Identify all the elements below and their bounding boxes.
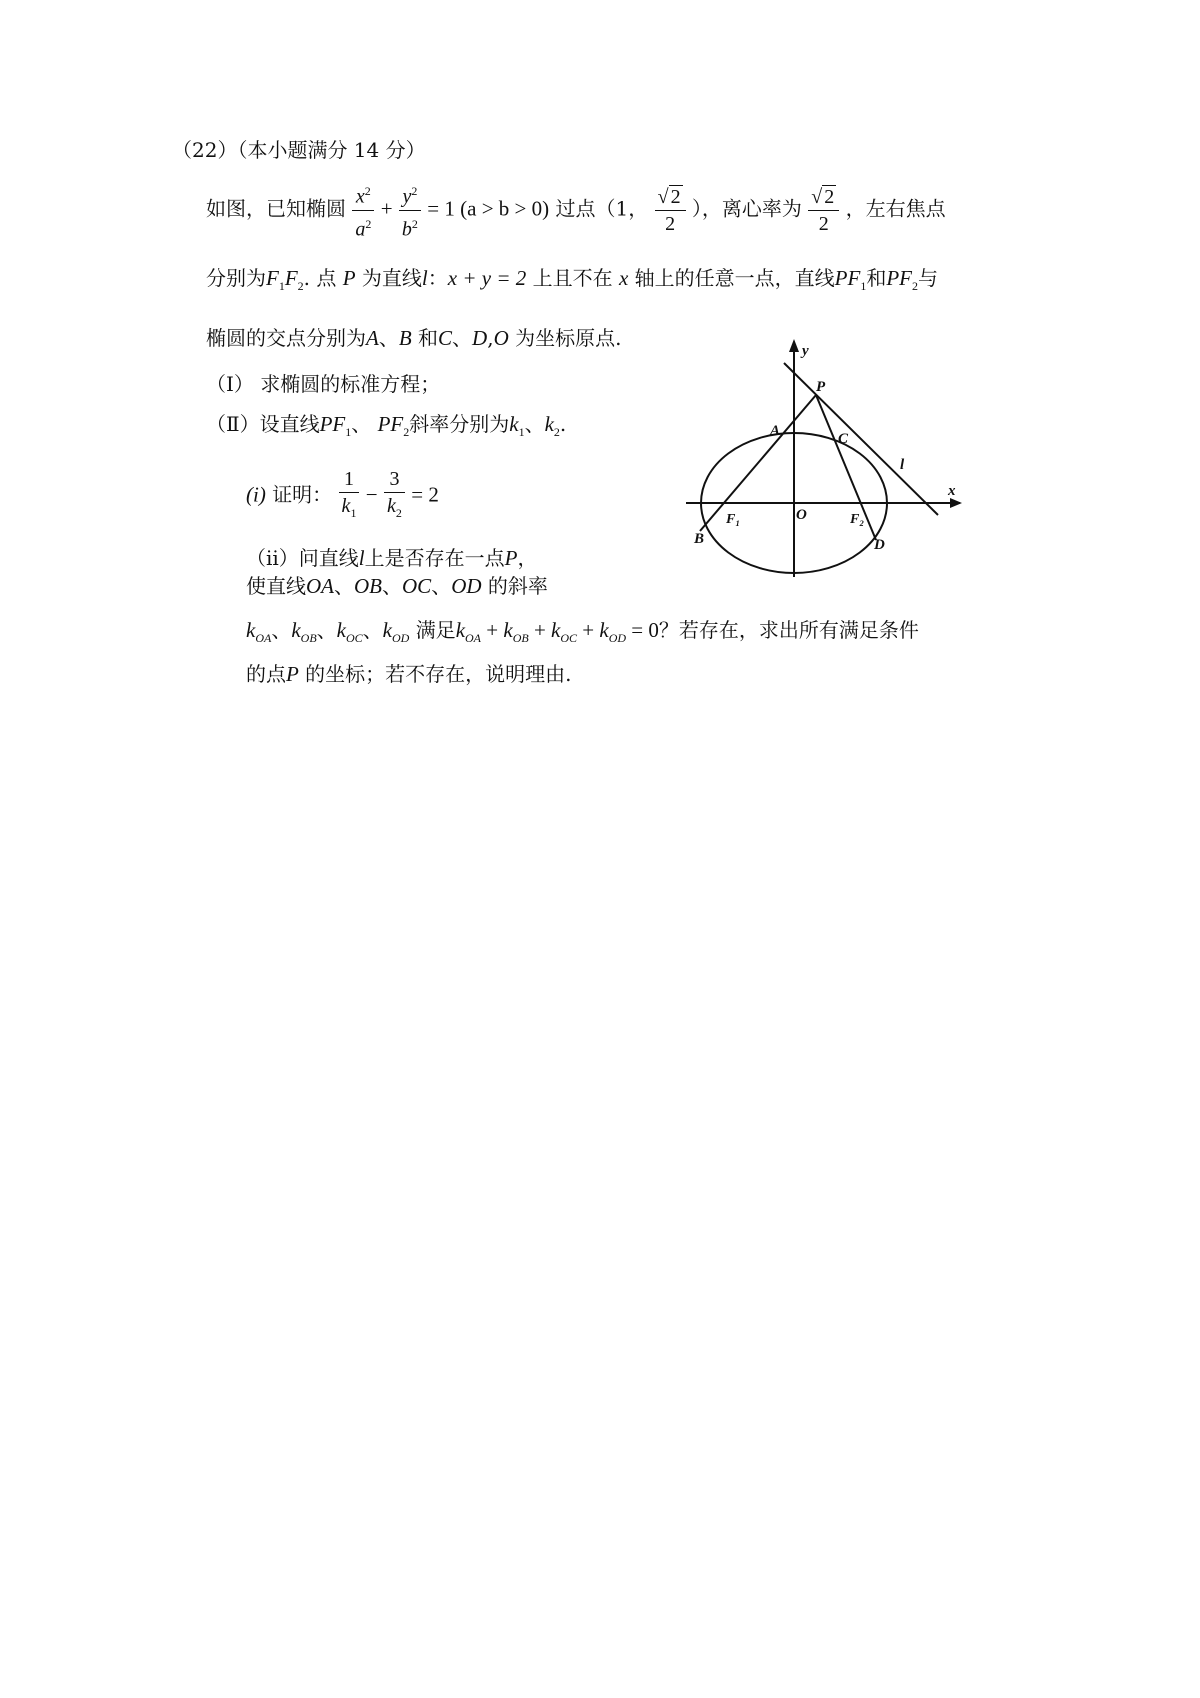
subpart-i-text: 证明： (272, 482, 333, 507)
line1-tail: ，左右焦点 (845, 196, 946, 221)
label-f2: F₂ (850, 512, 865, 527)
line2-e: 上且不在 (526, 266, 613, 290)
label-x: x (948, 483, 956, 499)
y-axis-arrow (789, 339, 799, 352)
line3-b: 、 (378, 326, 399, 350)
line3-f: 为坐标原点. (515, 326, 622, 350)
label-l: l (900, 457, 905, 473)
subpart-ii-line-2: 使直线OA、OB、OC、OD 的斜率 (246, 574, 548, 598)
x-axis-arrow (950, 498, 962, 508)
line3-e: , (487, 326, 494, 350)
sub2-line4b: 的坐标；若不存在，说明理由. (298, 662, 572, 686)
problem-header: （22）（本小题满分 14 分） (172, 138, 426, 162)
line2-h: 与 (917, 266, 938, 290)
fraction-y2-b2: $\frac{y^2}{b^2}$ (399, 178, 421, 242)
subpart-ii-line-3: $k_{OA}$、$k_{OB}$、$k_{OC}$、$k_{OD}$ 满足$k_{OA} + k_{OB} + k_{OC} + k_{OD} = 0$？若存在，求出所有满足条件 (246, 618, 919, 646)
sub2-line3a: 满足 (415, 618, 456, 642)
problem-line-1: 如图，已知椭圆 $\frac{x^2}{a^2}$ + $\frac{y^2}{b^2}$ = 1 (a > b > 0) 过点（1， $\frac{√ 2}{2}$ ），离心率为 $\frac{√ 2}{2}$ ，左右焦点 (206, 178, 946, 242)
problem-line-2: 分别为$F_1F_2$. 点 P 为直线l：x + y = 2 上且不在 x 轴上的任意一点，直线$PF_1$和$PF_2$与 (206, 266, 938, 294)
part-1: （Ⅰ） 求椭圆的标准方程； (206, 372, 441, 396)
subpart-i-equation: = 2 (411, 482, 439, 507)
part2-e: . (559, 412, 567, 436)
sub2-line2: 使直线 (246, 574, 306, 598)
fraction-3-k2: $\frac{3}{k_2}$ (384, 466, 405, 526)
sub2-line4: 的点 (246, 662, 286, 686)
line-pf2 (816, 395, 876, 540)
subpart-i: (i) 证明： $\frac{1}{k_1}$ − $\frac{3}{k_2}$ = 2 (246, 466, 439, 526)
label-o: O (796, 507, 807, 523)
part2-a: （Ⅱ）设直线 (206, 412, 320, 436)
line2-a: 分别为 (206, 266, 266, 290)
part-2: （Ⅱ）设直线$PF_1$、 $PF_2$斜率分别为$k_1$、$k_2$. (206, 412, 567, 440)
label-d: D (874, 537, 885, 553)
line2-b: . 点 (303, 266, 337, 290)
sub2-line1: （ii）问直线 (246, 546, 359, 570)
line3-a: 椭圆的交点分别为 (206, 326, 366, 350)
label-c: C (838, 431, 849, 447)
line1-after-point: ），离心率为 (691, 196, 802, 221)
line2-f: 轴上的任意一点，直线 (628, 266, 835, 290)
sub2-line1c: ， (517, 546, 538, 570)
ellipse-condition: = 1 (a > b > 0) (427, 196, 550, 221)
label-b: B (694, 531, 705, 547)
line3-c: 和 (418, 326, 439, 350)
subpart-ii-line-1: （ii）问直线l上是否存在一点P， (246, 546, 538, 570)
line-l (784, 363, 938, 515)
fraction-1-k1: $\frac{1}{k_1}$ (339, 466, 360, 526)
ellipse-figure (680, 335, 970, 585)
line2-c: 为直线 (355, 266, 422, 290)
fraction-x2-a2: $\frac{x^2}{a^2}$ (352, 178, 374, 242)
fraction-root2-over-2-eccentricity: $\frac{√ 2}{2}$ (808, 184, 839, 237)
problem-line-3: 椭圆的交点分别为A、B 和C、D,O 为坐标原点. (206, 326, 622, 350)
line1-intro: 如图，已知椭圆 (206, 196, 346, 221)
line3-d: 、 (452, 326, 473, 350)
sub2-line1b: 上是否存在一点 (364, 546, 505, 570)
part2-d: 、 (524, 412, 545, 436)
label-p: P (816, 379, 826, 395)
line2-d: ： (427, 266, 448, 290)
subpart-i-label: (i) (246, 482, 266, 507)
fraction-root2-over-2-point: $\frac{√ 2}{2}$ (655, 184, 686, 237)
subpart-ii-line-4: 的点P 的坐标；若不存在，说明理由. (246, 662, 572, 686)
label-y: y (802, 343, 809, 359)
sub2-line3b: ？若存在，求出所有满足条件 (658, 618, 919, 642)
sub2-line2b: 的斜率 (487, 574, 548, 598)
label-a: A (770, 423, 781, 439)
foci-f1f2: $F_1F_2$ (266, 266, 304, 294)
line-l-equation: x + y = 2 (447, 266, 527, 290)
part2-b: 、 (351, 412, 372, 436)
part2-c: 斜率分别为 (409, 412, 510, 436)
label-f1: F₁ (726, 512, 741, 527)
line2-g: 和 (866, 266, 887, 290)
line1-pass: 过点（1， (555, 196, 649, 221)
